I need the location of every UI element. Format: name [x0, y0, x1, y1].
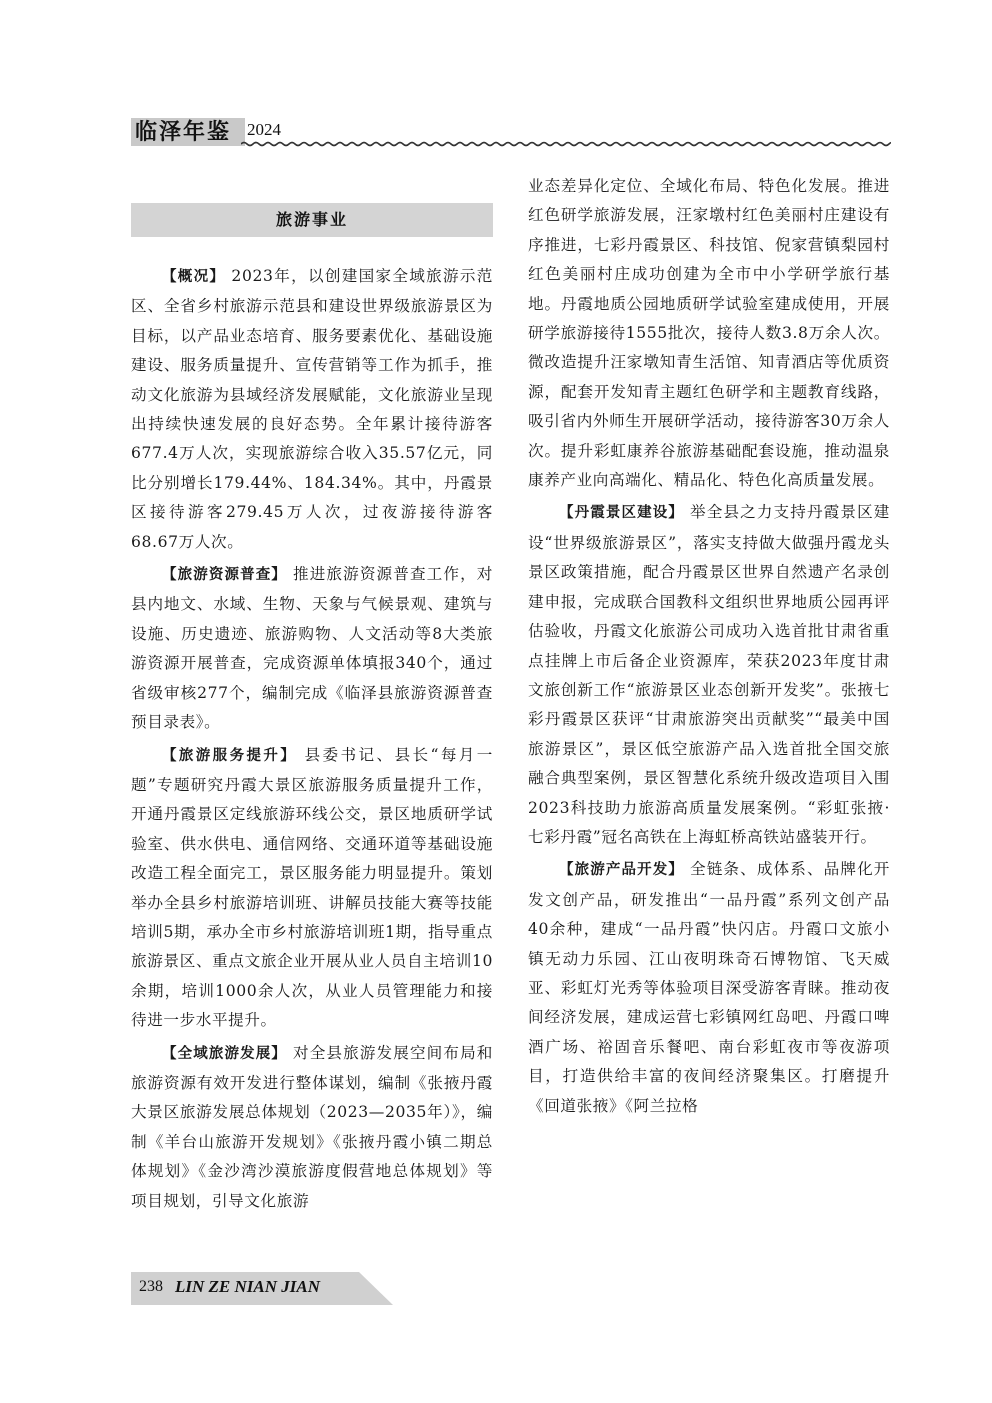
page-number: 238 [139, 1278, 163, 1295]
paragraph-tag: 【旅游资源普查】 [162, 567, 287, 584]
paragraph-danxia-construction [528, 498, 890, 852]
journal-name: LIN ZE NIAN JIAN [175, 1277, 320, 1296]
running-footer [131, 1272, 393, 1305]
paragraph-text: 对全县旅游发展空间布局和旅游资源有效开发进行整体谋划，编制《张掖丹霞大景区旅游发展总体规划（2023—2035年）》，编制《羊台山旅游开发规划》《张掖丹霞小镇二期总体规划》《金沙湾沙漠旅游度假营地总体规划》等项目规划，引导文化旅游 [131, 1043, 493, 1210]
paragraph-product-development [528, 855, 890, 1121]
paragraph-text: 业态差异化定位、全域化布局、特色化发展。推进红色研学旅游发展，汪家墩村红色美丽村庄建设有序推进，七彩丹霞景区、科技馆、倪家营镇梨园村红色美丽村庄成功创建为全市中小学研学旅行基地。丹霞地质公园地质研学试验室建成使用，开展研学旅游接待1555批次，接待人数3.8万余人次。微改造提升汪家墩知青生活馆、知青酒店等优质资源，配套开发知青主题红色研学和主题教育线路，吸引省内外师生开展研学活动，接待游客30万余人次。提升彩虹康养谷旅游基础配套设施，推动温泉康养产业向高端化、精品化、特色化高质量发展。 [528, 177, 890, 490]
paragraph-text: 推进旅游资源普查工作，对县内地文、水域、生物、天象与气候景观、建筑与设施、历史遗迹、旅游购物、人文活动等8大类旅游资源开展普查，完成资源单体填报340个，通过省级审核277个，编制完成《临泽县旅游资源普查预目录表》。 [131, 565, 493, 732]
header-wave-rule [241, 136, 891, 152]
paragraph-text: 2023年，以创建国家全域旅游示范区、全省乡村旅游示范县和建设世界级旅游景区为目标，以产品业态培育、服务要素优化、基础设施建设、服务质量提升、宣传营销等工作为抓手，推动文化旅游为县域经济发展赋能，文化旅游业呈现出持续快速发展的良好态势。全年累计接待游客677.4万人次，实现旅游综合收入35.57亿元，同比分别增长179.44%、184.34%。其中，丹霞景区接待游客279.45万人次，过夜游接待游客68.67万人次。 [131, 267, 493, 551]
paragraph-text: 举全县之力支持丹霞景区建设“世界级旅游景区”，落实支持做大做强丹霞龙头景区政策措施，配合丹霞景区世界自然遗产名录创建申报，完成联合国教科文组织世界地质公园再评估验收，丹霞文化旅游公司成功入选首批甘肃省重点挂牌上市后备企业资源库，荣获2023年度甘肃文旅创新工作“旅游景区业态创新开发奖”。张掖七彩丹霞景区获评“甘肃旅游突出贡献奖”“最美中国旅游景区”，景区低空旅游产品入选首批全国交旅融合典型案例，景区智慧化系统升级改造项目入围2023科技助力旅游高质量发展案例。“彩虹张掖·七彩丹霞”冠名高铁在上海虹桥高铁站盛装开行。 [528, 503, 890, 846]
paragraph-tag: 【旅游产品开发】 [559, 862, 684, 879]
paragraph-tag: 【概况】 [162, 269, 226, 285]
paragraph-tag: 【旅游服务提升】 [162, 747, 298, 764]
paragraph-continuation [528, 172, 890, 495]
header-title: 临泽年鉴 [131, 118, 245, 146]
header-year: 2024 [247, 120, 281, 139]
left-column [131, 262, 493, 1219]
paragraph-service-upgrade [131, 741, 493, 1036]
paragraph-tag: 【全域旅游发展】 [162, 1045, 287, 1062]
paragraph-text: 全链条、成体系、品牌化开发文创产品，研发推出“一品丹霞”系列文创产品40余种，建成“一品丹霞”快闪店。丹霞口文旅小镇无动力乐园、江山夜明珠奇石博物馆、飞天威亚、彩虹灯光秀等体验项目深受游客青睐。推动夜间经济发展，建成运营七彩镇网红岛吧、丹霞口啤酒广场、裕固音乐餐吧、南台彩虹夜市等夜游项目，打造供给丰富的夜间经济聚集区。打磨提升《回道张掖》《阿兰拉格 [528, 860, 890, 1115]
running-header [131, 118, 891, 152]
right-column [528, 172, 890, 1124]
paragraph-resource-survey [131, 560, 493, 737]
paragraph-text: 县委书记、县长“每月一题”专题研究丹霞大景区旅游服务质量提升工作，开通丹霞景区定线旅游环线公交，景区地质研学试验室、供水供电、通信网络、交通环道等基础设施改造工程全面完工，景区服务能力明显提升。策划举办全县乡村旅游培训班、讲解员技能大赛等技能培训5期，承办全市乡村旅游培训班1期，指导重点旅游景区、重点文旅企业开展从业人员自主培训10余期，培训1000余人次，从业人员管理能力和接待进一步水平提升。 [131, 745, 493, 1030]
paragraph-all-region-tourism [131, 1039, 493, 1216]
section-title: 旅游事业 [131, 203, 493, 237]
paragraph-overview [131, 262, 493, 557]
paragraph-tag: 【丹霞景区建设】 [559, 505, 684, 522]
